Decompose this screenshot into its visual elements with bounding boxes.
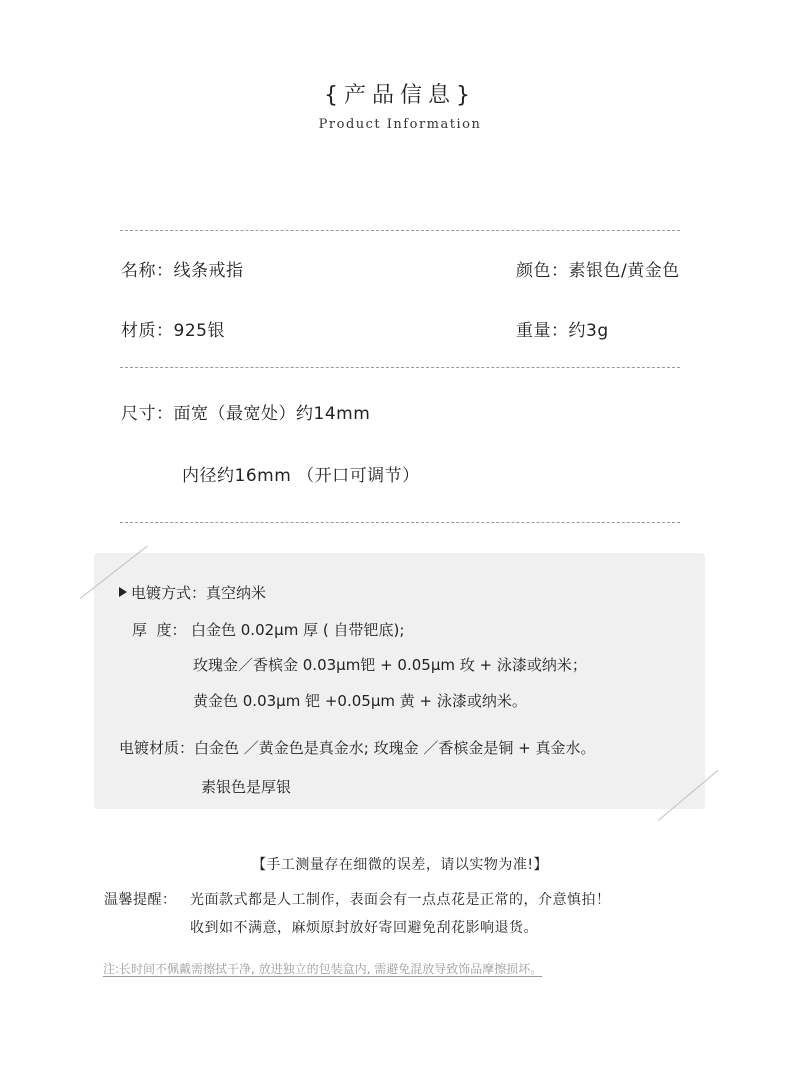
tip-line: 光面款式都是人工制作，表面会有一点点花是正常的，介意慎拍！ bbox=[190, 892, 611, 908]
plating-method-text: 电镀方式：真空纳米 bbox=[131, 584, 267, 602]
divider bbox=[120, 230, 680, 231]
plating-material-silver: 素银色是厚银 bbox=[201, 778, 292, 796]
divider bbox=[120, 522, 680, 523]
thickness-line: 白金色 0.02μm 厚 ( 自带钯底); bbox=[191, 621, 405, 639]
spec-material: 材质：925银 bbox=[121, 321, 225, 341]
spec-color: 颜色：素银色/黄金色 bbox=[516, 261, 680, 281]
spec-weight: 重量：约3g bbox=[516, 321, 609, 341]
section-subtitle: Product Information bbox=[318, 117, 482, 132]
thickness-line: 黄金色 0.03μm 钯 +0.05μm 黄 + 泳漆或纳米。 bbox=[193, 692, 527, 710]
divider bbox=[120, 367, 680, 368]
handmade-notice: 【手工测量存在细微的误差，请以实物为准!】 bbox=[251, 857, 549, 873]
thickness-label: 厚 度： bbox=[132, 621, 187, 639]
triangle-bullet-icon bbox=[119, 587, 127, 597]
tip-line: 收到如不满意，麻烦原封放好寄回避免刮花影响退货。 bbox=[190, 920, 538, 936]
thickness-line: 玫瑰金／香槟金 0.03μm钯 + 0.05μm 玫 + 泳漆或纳米； bbox=[193, 656, 587, 674]
plating-method bbox=[119, 582, 266, 603]
spec-name: 名称：线条戒指 bbox=[121, 261, 244, 281]
tip-label: 温馨提醒： bbox=[104, 892, 177, 908]
spec-size: 尺寸：面宽（最宽处）约14mm bbox=[121, 404, 371, 424]
care-note: 注:长时间不佩戴需擦拭干净, 放进独立的包装盒内, 需避免混放导致饰品摩擦损坏。 bbox=[103, 962, 543, 976]
spec-size-inner: 内径约16mm （开口可调节） bbox=[182, 466, 420, 486]
section-title: {产品信息} bbox=[324, 83, 476, 108]
plating-material: 电镀材质：白金色 ／黄金色是真金水; 玫瑰金 ／香槟金是铜 + 真金水。 bbox=[119, 739, 596, 757]
